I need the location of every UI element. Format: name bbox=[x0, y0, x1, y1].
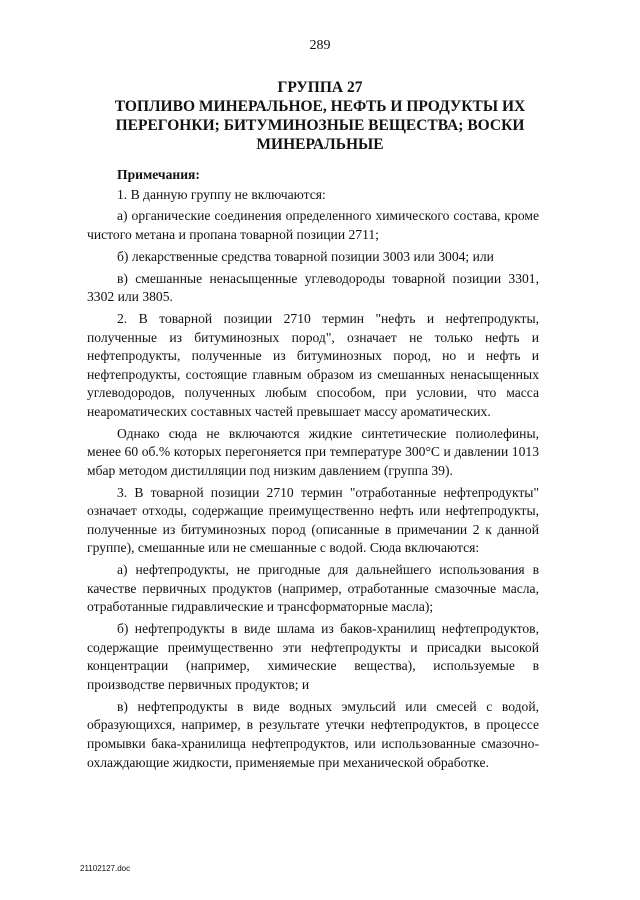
heading-line-1: ТОПЛИВО МИНЕРАЛЬНОЕ, НЕФТЬ И ПРОДУКТЫ ИХ bbox=[114, 98, 526, 115]
note-3-item-b: б) нефтепродукты в виде шлама из баков-хранилищ нефтепродуктов, содержащие преимущественно эти нефтепродукты и присадки высокой концентрации (например, химические вещества), используемые в производстве первичных продуктов; и bbox=[87, 621, 539, 692]
note-1-item-b: б) лекарственные средства товарной позиции 3003 или 3004; или bbox=[117, 248, 494, 264]
note-1: 1. В данную группу не включаются: bbox=[117, 186, 326, 202]
group-title: ГРУППА 27 bbox=[277, 79, 363, 96]
page-number: 289 bbox=[309, 38, 331, 53]
heading-line-3: МИНЕРАЛЬНЫЕ bbox=[256, 136, 384, 153]
note-3-item-a: а) нефтепродукты, не пригодные для дальнейшего использования в качестве первичных продуктов (например, отработанные смазочные масла, отработанные гидравлические и трансформаторные масла); bbox=[87, 562, 539, 615]
note-3: 3. В товарной позиции 2710 термин "отработанные нефтепродукты" означает отходы, содержащие преимущественно нефть или нефтепродукты, полученные из битуминозных пород (описанные в примечании 2 к данной группе), смешанные или не смешанные с водой. Сюда включаются: bbox=[87, 484, 539, 556]
footer-file-code: 21102127.doc bbox=[80, 864, 131, 873]
heading-line-2: ПЕРЕГОНКИ; БИТУМИНОЗНЫЕ ВЕЩЕСТВА; ВОСКИ bbox=[115, 117, 525, 134]
notes-section bbox=[87, 166, 539, 775]
chapter-heading bbox=[80, 78, 560, 154]
note-1-item-a: а) органические соединения определенного химического состава, кроме чистого метана и пропана товарной позиции 2711; bbox=[87, 208, 539, 242]
note-3-item-c: в) нефтепродукты в виде водных эмульсий или смесей с водой, образующихся, например, в результате утечки нефтепродуктов, в процессе промывки бака-хранилища нефтепродуктов, или использованные смазочно-охлаждающие жидкости, применяемые при механической обработке. bbox=[87, 698, 539, 770]
note-2-exception: Однако сюда не включаются жидкие синтетические полиолефины, менее 60 об.% которых перегоняется при температуре 300°С и давлении 1013 мбар методом дистилляции под низким давлением (группа 39). bbox=[87, 425, 539, 478]
notes-title: Примечания: bbox=[117, 167, 200, 182]
note-1-item-c: в) смешанные ненасыщенные углеводороды товарной позиции 3301, 3302 или 3805. bbox=[87, 270, 539, 305]
note-2: 2. В товарной позиции 2710 термин "нефть и нефтепродукты, полученные из битуминозных пород", означает не только нефть и нефтепродукты, полученные из битуминозных пород, но и нефть и нефтепродукты, состоящие главным образом из смешанных ненасыщенных углеводородов, полученных любым способом, при условии, что масса неароматических составных частей превышает массу ароматических. bbox=[87, 310, 539, 419]
